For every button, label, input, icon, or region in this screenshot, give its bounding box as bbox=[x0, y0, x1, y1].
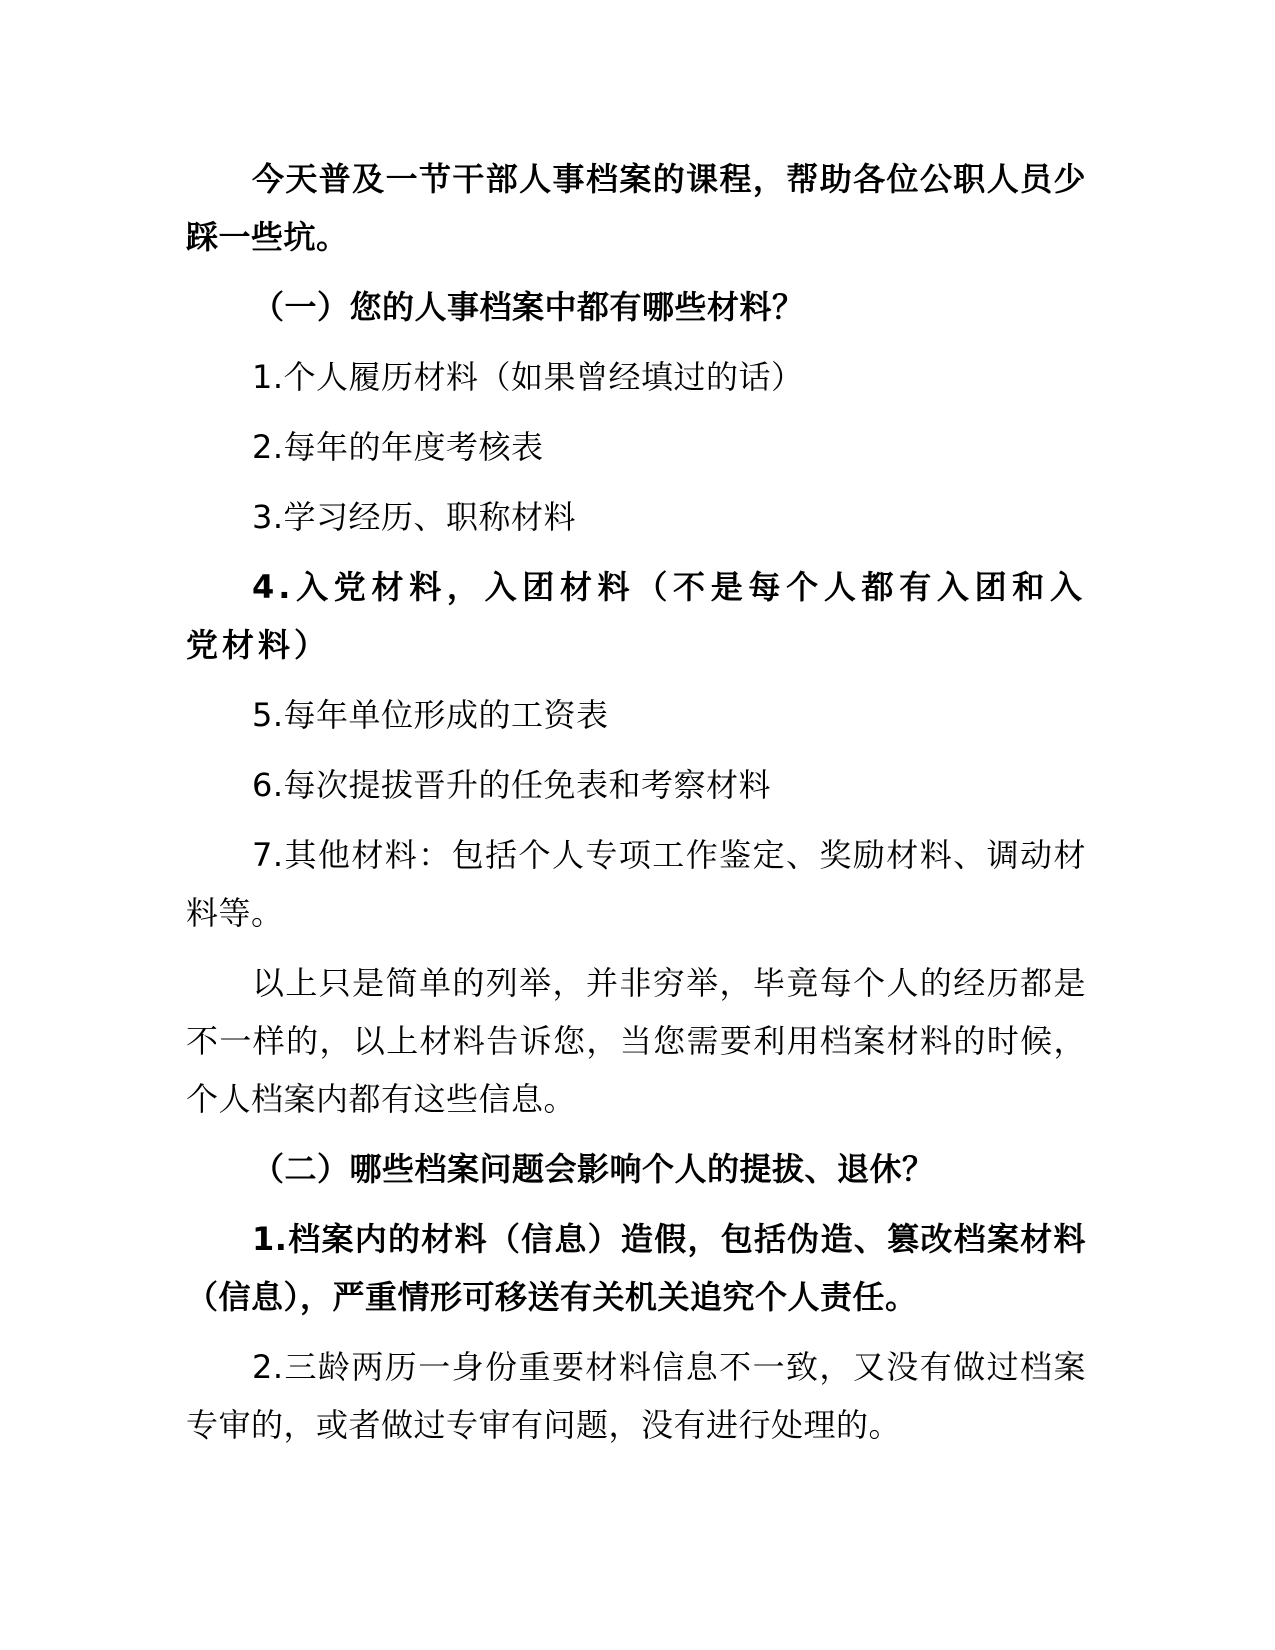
section-heading-2: （二）哪些档案问题会影响个人的提拔、退休？ bbox=[252, 1150, 935, 1188]
list-item-1: 1.个人履历材料（如果曾经填过的话） bbox=[252, 358, 804, 396]
section-heading-1: （一）您的人事档案中都有哪些材料？ bbox=[252, 288, 805, 326]
document-page bbox=[186, 150, 1086, 1454]
issue-item-1: 1.档案内的材料（信息）造假，包括伪造、篡改档案材料（信息），严重情形可移送有关机关追究个人责任。 bbox=[186, 1220, 1086, 1316]
list-item-5: 5.每年单位形成的工资表 bbox=[252, 696, 609, 734]
summary-paragraph: 以上只是简单的列举，并非穷举，毕竟每个人的经历都是不一样的，以上材料告诉您，当您需要利用档案材料的时候，个人档案内都有这些信息。 bbox=[186, 964, 1086, 1118]
list-item-2: 2.每年的年度考核表 bbox=[252, 428, 544, 466]
intro-paragraph: 今天普及一节干部人事档案的课程，帮助各位公职人员少踩一些坑。 bbox=[186, 160, 1086, 256]
list-item-3: 3.学习经历、职称材料 bbox=[252, 498, 577, 536]
list-item-4: 4.入党材料，入团材料（不是每个人都有入团和入党材料） bbox=[186, 568, 1086, 664]
list-item-6: 6.每次提拔晋升的任免表和考察材料 bbox=[252, 766, 772, 804]
list-item-7: 7.其他材料：包括个人专项工作鉴定、奖励材料、调动材料等。 bbox=[186, 836, 1086, 932]
issue-item-2: 2.三龄两历一身份重要材料信息不一致，又没有做过档案专审的，或者做过专审有问题，没有进行处理的。 bbox=[186, 1348, 1086, 1444]
